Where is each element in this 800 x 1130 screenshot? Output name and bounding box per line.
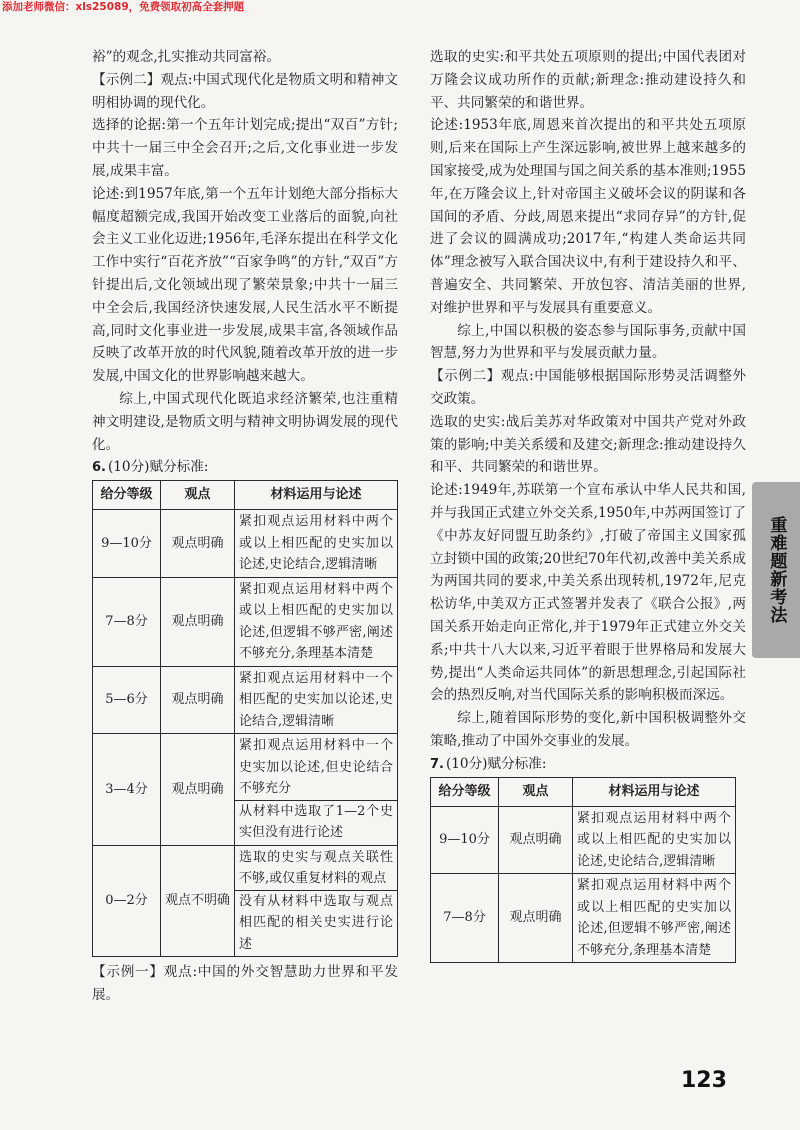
paragraph: 裕”的观念,扎实推动共同富裕。 — [92, 49, 280, 65]
view-cell: 观点明确 — [161, 510, 235, 578]
view-cell: 观点明确 — [161, 666, 235, 734]
description-text: 紧扣观点运用材料中两个或以上相匹配的史实加以论述,但逻辑不够严密,阐述不够充分,条理基本清楚 — [577, 878, 731, 958]
table-row — [431, 874, 736, 963]
description-text: 紧扣观点运用材料中一个史实加以论述,但史论结合不够充分 — [239, 738, 393, 797]
table-row — [93, 666, 398, 734]
table-header: 材料运用与论述 — [235, 481, 398, 510]
table-header: 给分等级 — [93, 481, 161, 510]
paragraph: 【示例一】观点:中国的外交智慧助力世界和平发展。 — [92, 964, 398, 1003]
question-number: 7. — [430, 756, 444, 772]
table-header: 材料运用与论述 — [573, 777, 736, 806]
view-cell: 观点明确 — [161, 577, 235, 666]
table-body — [93, 510, 398, 957]
table-row — [93, 577, 398, 666]
paragraph: 【示例二】观点:中国能够根据国际形势灵活调整外交政策。 — [430, 368, 746, 407]
grade-cell: 3—4分 — [93, 734, 161, 846]
grade-cell: 9—10分 — [431, 806, 499, 874]
description-text: 紧扣观点运用材料中两个或以上相匹配的史实加以论述,史论结合,逻辑清晰 — [239, 514, 393, 573]
page-number: 123 — [681, 1068, 727, 1093]
grade-cell: 0—2分 — [93, 845, 161, 957]
paragraph: 论述:到1957年底,第一个五年计划绝大部分指标大幅度超额完成,我国开始改变工业落后的面貌,向社会主义工业化迈进;1956年,毛泽东提出在科学文化工作中实行“百花齐放”“百家争鸣”的方针,“双百”方针提出后,文化领域出现了繁荣景象;中共十一届三中全会后,我国经济快速发展,人民生活水平不断提高,同时文化事业进一步发展,成果丰富,各领域作品反映了改革开放的时代风貌,随着改革开放的进一步发展,中国文化的世界影响越来越大。 — [92, 185, 398, 385]
grade-cell: 7—8分 — [93, 577, 161, 666]
description-cell — [235, 510, 398, 578]
table-row — [93, 510, 398, 578]
description-cell — [573, 874, 736, 963]
grade-cell: 7—8分 — [431, 874, 499, 963]
description-text: 紧扣观点运用材料中两个或以上相匹配的史实加以论述,但逻辑不够严密,阐述不够充分,条理基本清楚 — [239, 581, 393, 662]
scoring-table-6 — [92, 480, 398, 957]
view-cell: 观点明确 — [499, 874, 573, 963]
description-text: 紧扣观点运用材料中两个或以上相匹配的史实加以论述,史论结合,逻辑清晰 — [577, 810, 731, 869]
view-cell: 观点明确 — [161, 734, 235, 846]
paragraph: 选取的史实:战后美苏对华政策对中国共产党对外政策的影响;中美关系缓和及建交;新理念:推动建设持久和平、共同繁荣的和谐世界。 — [430, 413, 746, 476]
table-body — [431, 806, 736, 963]
question-number: 6. — [92, 460, 106, 476]
watermark-text: 添加老师微信：xls25089，免费领取初高全套押题 — [2, 1, 245, 13]
description-cell — [235, 845, 398, 957]
grade-cell: 9—10分 — [93, 510, 161, 578]
scoring-table-7 — [430, 777, 736, 964]
description-text: 选取的史实与观点关联性不够,或仅重复材料的观点 — [239, 849, 393, 887]
right-column — [430, 46, 746, 967]
table-header: 观点 — [161, 481, 235, 510]
description-text: 从材料中选取了1—2个史实但没有进行论述 — [235, 800, 397, 844]
question-7-heading — [430, 753, 746, 777]
description-text: 没有从材料中选取与观点相匹配的相关史实进行论述 — [235, 890, 397, 956]
table-row — [93, 734, 398, 846]
paragraph: 论述:1953年底,周恩来首次提出的和平共处五项原则,后来在国际上产生深远影响,被世界上越来越多的国家接受,成为处理国与国之间关系的基本准则;1955年,在万隆会议上,针对帝国主义破坏会议的阴谋和各国间的矛盾、分歧,周恩来提出“求同存异”的方针,促进了会议的圆满成功;2017年,“构建人类命运共同体”理念被写入联合国决议中,有利于建设持久和平、普遍安全、共同繁荣、开放包容、清洁美丽的世界,对维护世界和平与发展具有重要意义。 — [430, 117, 746, 316]
paragraph: 选择的论据:第一个五年计划完成;提出“双百”方针;中共十一届三中全会召开;之后,文化事业进一步发展,成果丰富。 — [92, 117, 398, 179]
table-row — [93, 845, 398, 957]
table-header: 观点 — [499, 777, 573, 806]
table-row — [431, 806, 736, 874]
view-cell: 观点明确 — [499, 806, 573, 874]
grade-cell: 5—6分 — [93, 666, 161, 734]
paragraph: 【示例二】观点:中国式现代化是物质文明和精神文明相协调的现代化。 — [92, 71, 398, 111]
description-text: 紧扣观点运用材料中一个相匹配的史实加以论述,史论结合,逻辑清晰 — [239, 670, 393, 729]
section-tab: 重难题新考法 — [752, 482, 800, 658]
description-cell — [235, 734, 398, 846]
description-cell — [235, 666, 398, 734]
paragraph: 综上,中国以积极的姿态参与国际事务,贡献中国智慧,努力为世界和平与发展贡献力量。 — [430, 322, 746, 362]
description-cell — [235, 577, 398, 666]
paragraph: 综上,随着国际形势的变化,新中国积极调整外交策略,推动了中国外交事业的发展。 — [430, 710, 746, 749]
paragraph: 综上,中国式现代化既追求经济繁荣,也注重精神文明建设,是物质文明与精神文明协调发展的现代化。 — [92, 390, 398, 453]
description-cell — [573, 806, 736, 874]
left-column — [92, 46, 398, 1007]
question-6-heading — [92, 456, 398, 480]
question-text: (10分)赋分标准: — [445, 755, 547, 772]
paragraph: 选取的史实:和平共处五项原则的提出;中国代表团对万隆会议成功所作的贡献;新理念:推动建设持久和平、共同繁荣的和谐世界。 — [430, 49, 746, 111]
table-header: 给分等级 — [431, 777, 499, 806]
paragraph: 论述:1949年,苏联第一个宣布承认中华人民共和国,并与我国正式建立外交关系,1950年,中苏两国签订了《中苏友好同盟互助条约》,打破了帝国主义国家孤立封锁中国的政策;20世纪70年代初,改善中美关系成为两国共同的要求,中美关系出现转机,1972年,尼克松访华,中美双方正式签署并发表了《联合公报》,两国关系开始走向正常化,并于1979年正式建立外交关系;中共十八大以来,习近平着眼于世界格局和发展大势,提出“人类命运共同体”的新思想理念,引起国际社会的热烈反响,对当代国际关系的影响积极而深远。 — [430, 482, 746, 704]
question-text: (10分)赋分标准: — [107, 459, 209, 476]
view-cell: 观点不明确 — [161, 845, 235, 957]
